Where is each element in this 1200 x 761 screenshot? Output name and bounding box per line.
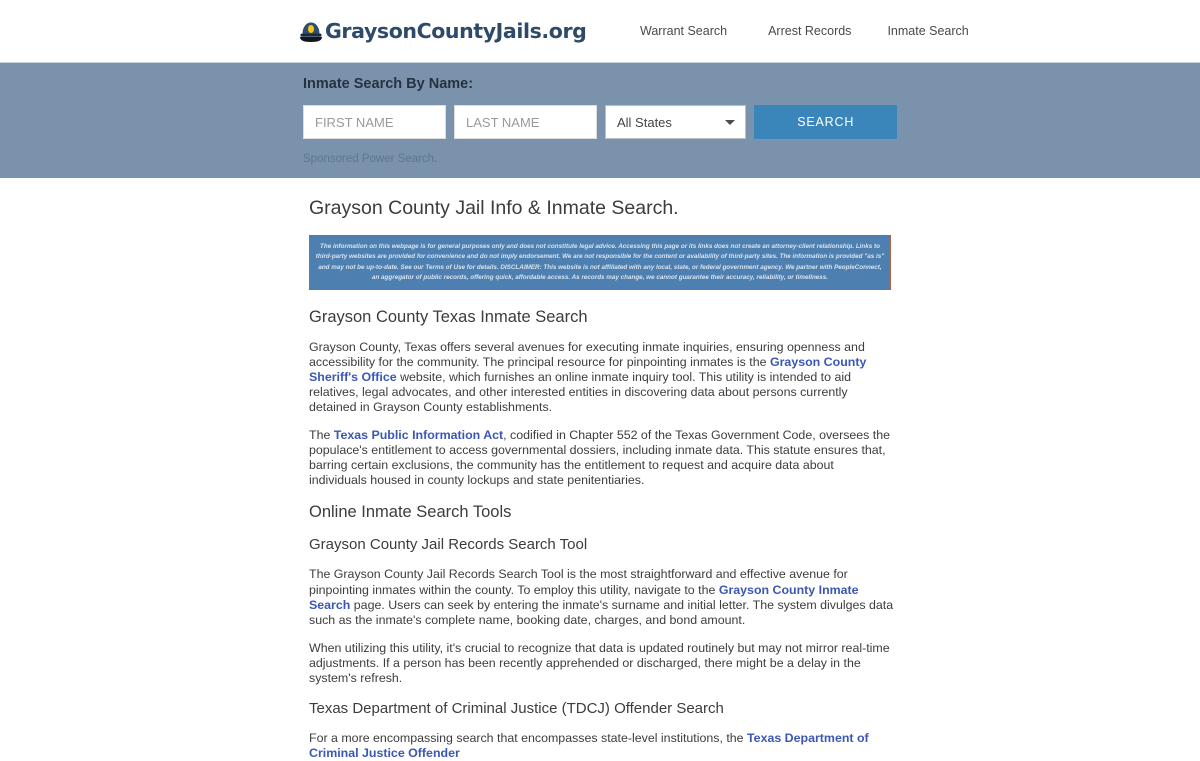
paragraph-text-part: The bbox=[309, 428, 334, 443]
nav-item-inmate-search[interactable]: Inmate Search bbox=[887, 24, 969, 38]
first-name-input[interactable] bbox=[303, 105, 446, 139]
paragraph-text-part: page. Users can seek by entering the inmate's surname and initial letter. The system divulges data such as the inmate's complete name, booking date, charges, and bond amount. bbox=[309, 597, 894, 627]
last-name-input[interactable] bbox=[454, 105, 597, 139]
section-heading-texas-inmate-search: Grayson County Texas Inmate Search bbox=[309, 307, 588, 326]
site-logo[interactable] bbox=[298, 18, 586, 44]
subsection-heading-tdcj-offender-search: Texas Department of Criminal Justice (TDCJ) Offender Search bbox=[309, 700, 724, 718]
paragraph-text-part: , codified in Chapter 552 of the Texas Government Code, oversees the populace's entitlement to access governmental dossiers, including inmate data. This statute ensures that, barring certain exclusions, the community has the entitlement to request and acquire data about individuals housed in county lockups and state penitentiaries. bbox=[309, 428, 891, 488]
sponsored-note: Sponsored Power Search. bbox=[303, 153, 438, 165]
paragraph-text-part: For a more encompassing search that encompasses state-level institutions, the bbox=[309, 731, 748, 746]
search-form-row bbox=[303, 105, 897, 139]
main-nav bbox=[640, 23, 969, 39]
site-header bbox=[0, 0, 1200, 62]
paragraph-text-part: The Grayson County Jail Records Search Tool is the most straightforward and effective avenue for pinpointing inmates within the county. To employ this utility, navigate to the bbox=[309, 567, 848, 597]
paragraph-sheriff-office bbox=[309, 340, 895, 415]
inmate-search-band bbox=[0, 62, 1200, 178]
paragraph-jail-records-search-tool bbox=[309, 567, 895, 627]
legal-disclaimer-box: The information on this webpage is for general purposes only and does not constitute legal advice. Accessing this page or its links does not create an attorney-client relationship. Links to third-party websites are provided for convenience and do not imply endorsement. We are not responsible for the content or availability of third-party sites. The information is provided "as is" and may not be up-to-date. See our Terms of Use for details. DISCLAIMER: This website is not affiliated with any local, state, or federal government agency. We partner with PeopleConnect, an aggregator of public records, offering quick, affordable access. As records may change, we cannot guarantee their accuracy, reliability, or timeliness. bbox=[309, 235, 891, 290]
paragraph-tdcj-offender-search bbox=[309, 731, 895, 761]
state-select[interactable] bbox=[605, 105, 746, 139]
link-grayson-county-inmate-search[interactable]: Grayson County Inmate Search bbox=[309, 582, 859, 612]
inmate-search-form bbox=[303, 75, 897, 166]
page-title: Grayson County Jail Info & Inmate Search. bbox=[309, 197, 679, 219]
search-form-title: Inmate Search By Name: bbox=[303, 76, 474, 92]
article-region bbox=[0, 178, 1200, 761]
link-texas-public-information-act[interactable]: Texas Public Information Act bbox=[333, 428, 504, 443]
nav-item-warrant-search[interactable]: Warrant Search bbox=[640, 24, 728, 38]
link-grayson-county-sheriffs-office[interactable]: Grayson County Sheriff's Office bbox=[309, 354, 867, 384]
subsection-heading-jail-records-search-tool: Grayson County Jail Records Search Tool bbox=[309, 536, 588, 554]
paragraph-data-refresh-note: When utilizing this utility, it's crucial to recognize that data is updated routinely but may not mirror real-time adjustments. If a person has been recently apprehended or discharged, there might be a delay in the system's refresh. bbox=[309, 640, 890, 686]
search-button[interactable]: SEARCH bbox=[754, 105, 897, 139]
paragraph-text-part: website, which furnishes an online inmate inquiry tool. This utility is intended to aid relatives, legal advocates, and other interested entities in discovering data about persons currently detained in Grayson County establishments. bbox=[309, 369, 851, 414]
police-cap-icon bbox=[298, 18, 324, 44]
article-content bbox=[309, 195, 895, 761]
nav-item-arrest-records[interactable]: Arrest Records bbox=[768, 24, 852, 38]
paragraph-public-information-act bbox=[309, 428, 895, 488]
link-tdcj-offender[interactable]: Texas Department of Criminal Justice Offender bbox=[309, 731, 869, 761]
site-logo-text: GraysonCountyJails.org bbox=[325, 19, 587, 43]
state-select-wrapper bbox=[605, 105, 746, 139]
paragraph-text-part: Grayson County, Texas offers several avenues for executing inmate inquiries, ensuring openness and accessibility for the community. The principal resource for pinpointing inmates is the bbox=[309, 339, 865, 369]
section-heading-online-inmate-search-tools: Online Inmate Search Tools bbox=[309, 503, 512, 522]
